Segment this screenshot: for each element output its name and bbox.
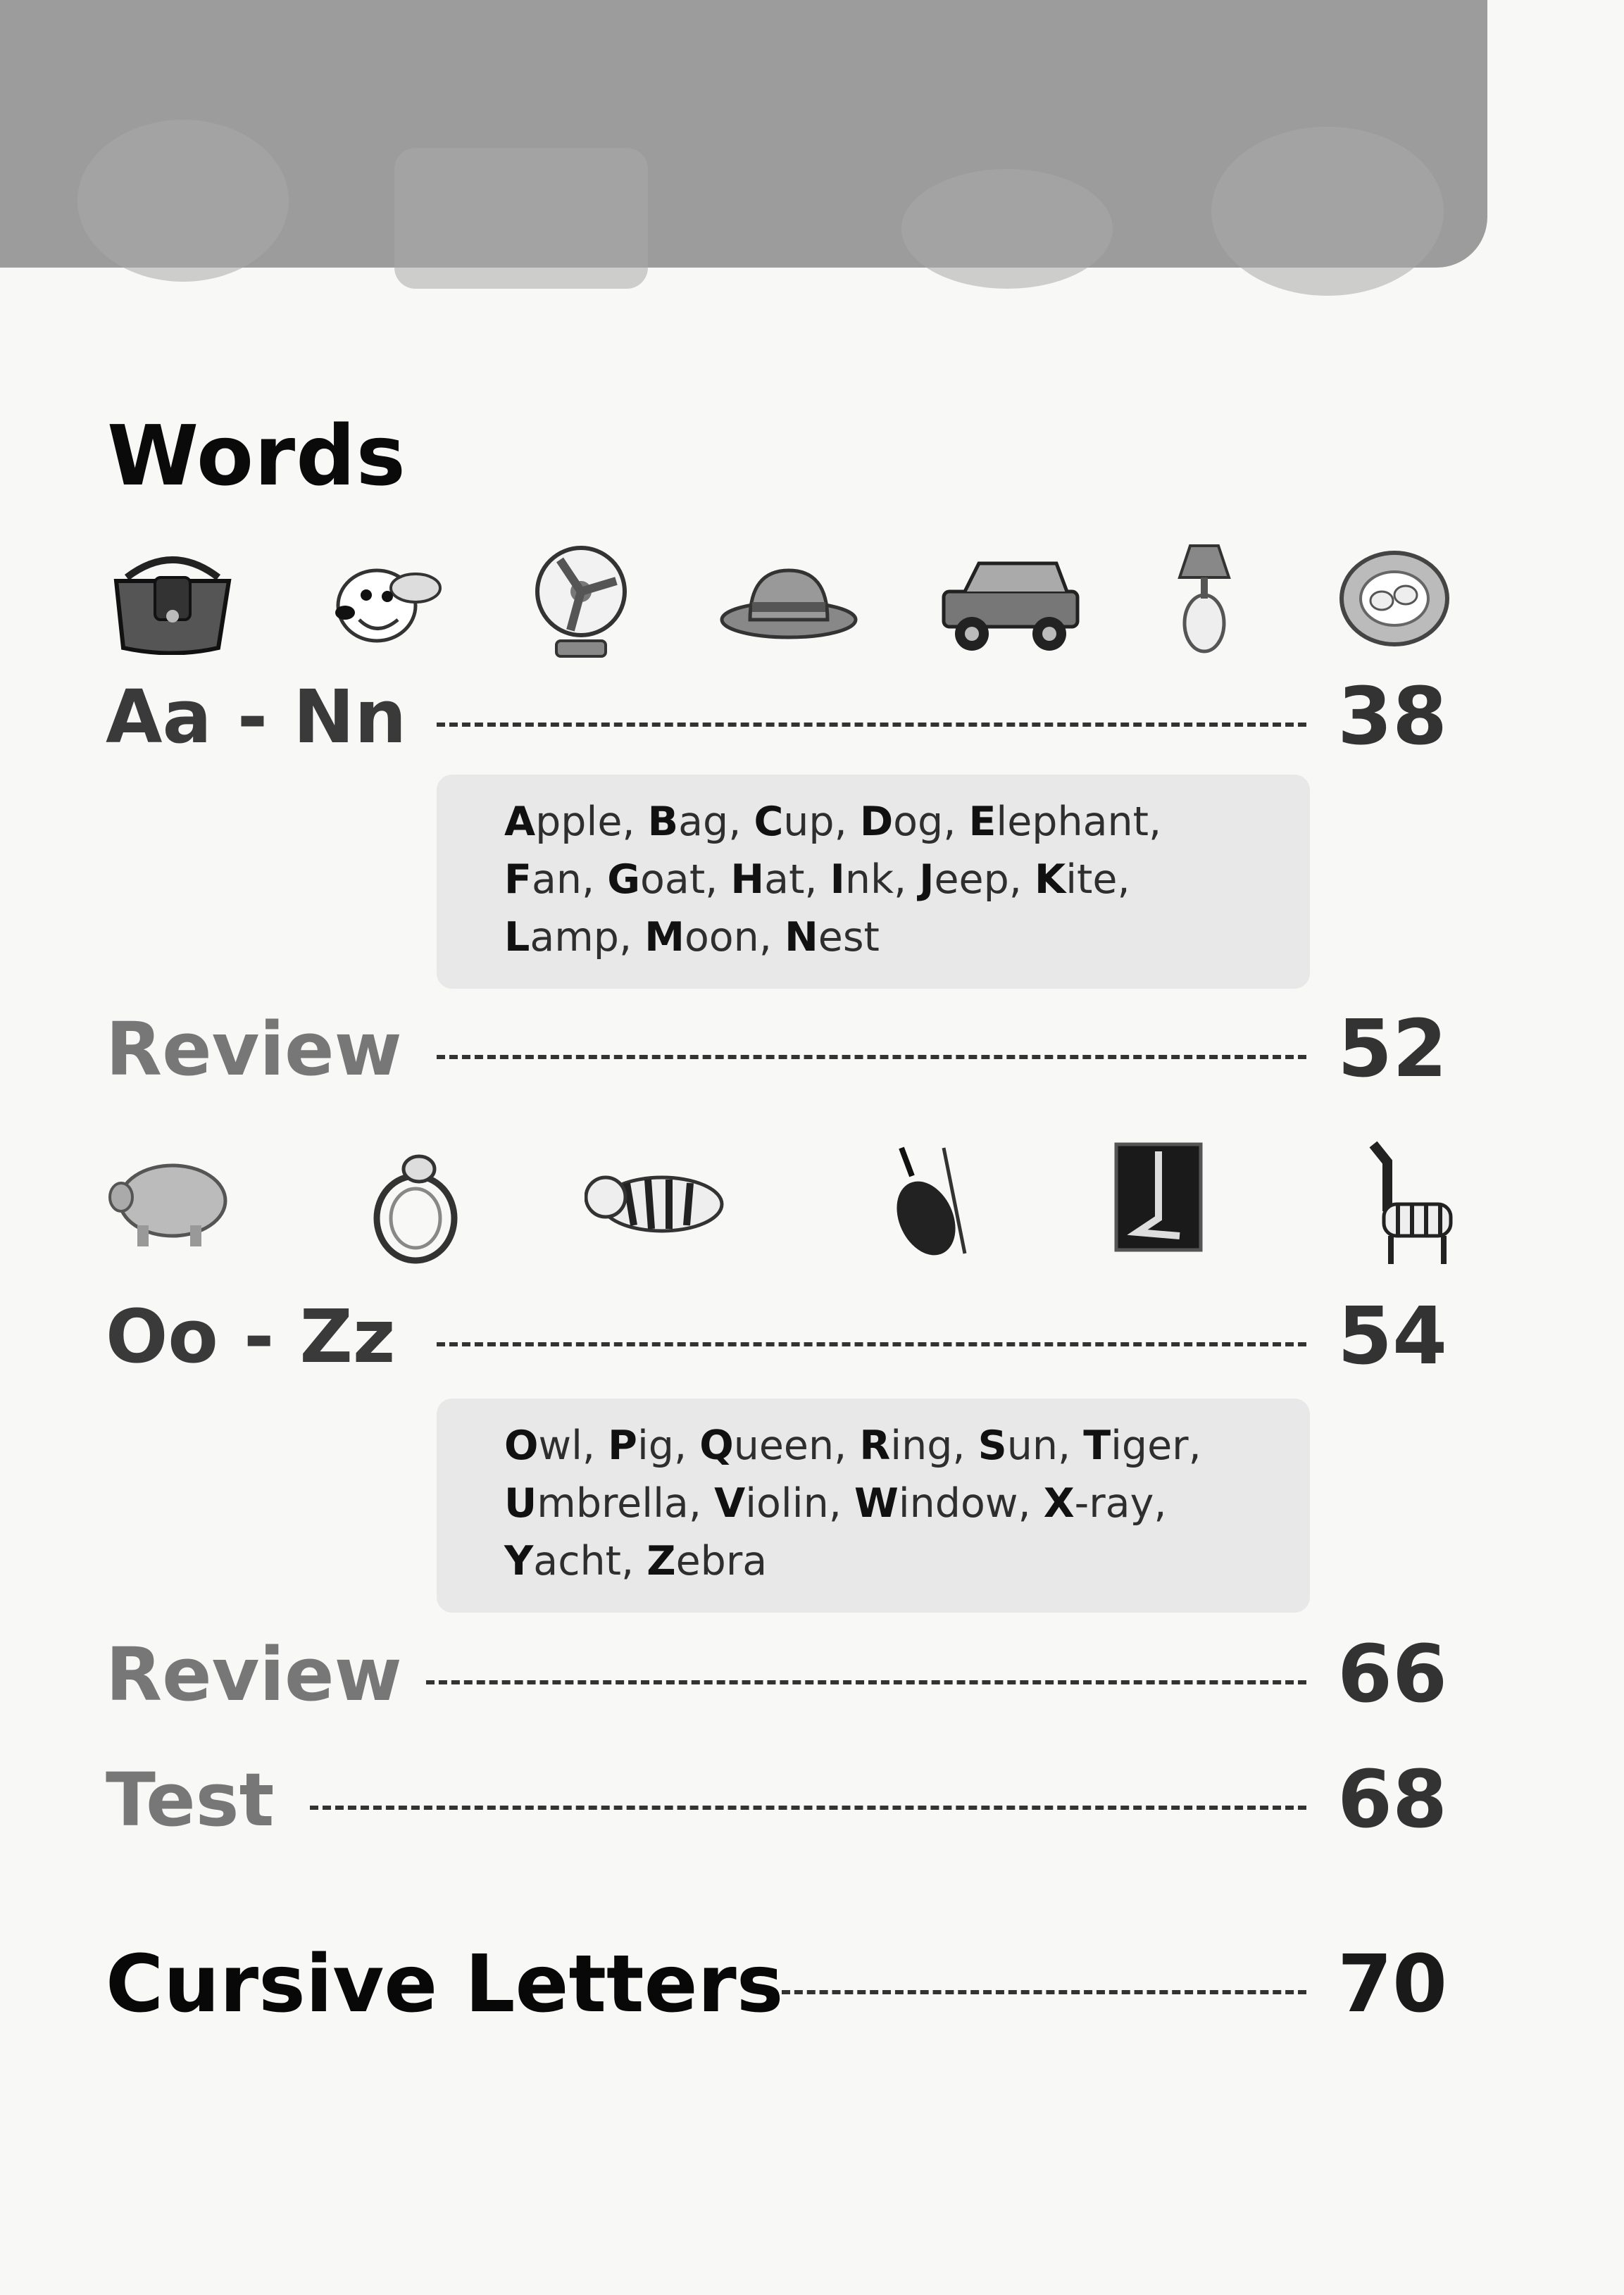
word-initial: V xyxy=(714,1480,746,1527)
header-band xyxy=(0,0,1487,268)
word-rest: indow, xyxy=(898,1480,1044,1527)
word-rest: ebra xyxy=(675,1538,768,1584)
leader-dots xyxy=(426,1680,1306,1684)
icon-row-oo-zz xyxy=(106,1134,1458,1275)
leader-dots xyxy=(437,1055,1306,1059)
word-rest: oat, xyxy=(640,856,731,903)
word-initial: D xyxy=(859,799,894,845)
ghost-illustration xyxy=(1211,127,1444,296)
word-rest: an, xyxy=(531,856,608,903)
toc-page-number: 52 xyxy=(1337,1003,1447,1095)
word-line xyxy=(504,1475,1282,1532)
lamp-icon xyxy=(1169,542,1239,662)
icon-row-aa-nn xyxy=(106,542,1458,683)
word-initial: O xyxy=(504,1422,539,1469)
dog-icon xyxy=(310,553,444,658)
word-rest: -ray, xyxy=(1074,1480,1167,1527)
word-rest: ag, xyxy=(678,799,754,845)
word-rest: wl, xyxy=(538,1422,608,1469)
leader-dots xyxy=(310,1806,1306,1810)
word-rest: acht, xyxy=(533,1538,647,1584)
hat-icon xyxy=(718,563,859,641)
word-initial: Y xyxy=(504,1538,534,1584)
word-rest: ite, xyxy=(1066,856,1130,903)
ring-icon xyxy=(366,1148,465,1268)
word-rest: nk, xyxy=(844,856,920,903)
toc-entry-test[interactable] xyxy=(106,1754,1447,1846)
word-initial: H xyxy=(730,856,765,903)
pig-icon xyxy=(106,1155,232,1253)
word-rest: iolin, xyxy=(745,1480,854,1527)
word-rest: est xyxy=(818,914,880,961)
leader-dots xyxy=(437,1342,1306,1346)
leader-dots xyxy=(437,723,1306,727)
toc-label: Review xyxy=(106,1632,402,1718)
toc-label: Test xyxy=(106,1757,275,1843)
word-line xyxy=(504,1532,1282,1590)
word-initial: K xyxy=(1035,856,1066,903)
word-line xyxy=(504,908,1282,966)
word-initial: N xyxy=(785,914,818,961)
word-initial: E xyxy=(968,799,997,845)
word-rest: ing, xyxy=(890,1422,978,1469)
word-initial: X xyxy=(1043,1480,1075,1527)
toc-entry-cursive-letters[interactable] xyxy=(106,1939,1447,2030)
words-heading: Words xyxy=(107,407,406,504)
nest-icon xyxy=(1338,546,1451,651)
word-list-oo-zz xyxy=(437,1399,1310,1613)
word-rest: ig, xyxy=(637,1422,700,1469)
word-initial: Z xyxy=(647,1538,676,1584)
tiger-icon xyxy=(585,1162,732,1246)
word-rest: amp, xyxy=(530,914,645,961)
bag-icon xyxy=(106,549,239,655)
toc-label: Aa - Nn xyxy=(106,674,407,760)
word-rest: og, xyxy=(893,799,969,845)
toc-entry-review-2[interactable] xyxy=(106,1629,1447,1720)
word-initial: M xyxy=(644,914,685,961)
word-initial: J xyxy=(919,856,935,903)
word-initial: U xyxy=(504,1480,537,1527)
word-rest: oon, xyxy=(684,914,785,961)
word-list-aa-nn xyxy=(437,775,1310,989)
word-rest: at, xyxy=(764,856,830,903)
word-rest: pple, xyxy=(535,799,648,845)
word-rest: iger, xyxy=(1111,1422,1201,1469)
toc-entry-oo-zz[interactable] xyxy=(106,1291,1447,1382)
leader-dots xyxy=(782,1990,1306,1994)
word-initial: S xyxy=(977,1422,1007,1469)
word-rest: ueen, xyxy=(733,1422,860,1469)
toc-entry-aa-nn[interactable] xyxy=(106,671,1447,763)
word-rest: un, xyxy=(1006,1422,1084,1469)
word-initial: Q xyxy=(699,1422,734,1469)
toc-page-number: 54 xyxy=(1337,1291,1447,1382)
word-line xyxy=(504,1417,1282,1475)
word-rest: up, xyxy=(783,799,860,845)
word-rest: mbrella, xyxy=(537,1480,715,1527)
word-initial: G xyxy=(607,856,641,903)
toc-label: Review xyxy=(106,1006,402,1092)
word-initial: F xyxy=(504,856,532,903)
word-rest: lephant, xyxy=(996,799,1162,845)
word-line xyxy=(504,793,1282,851)
x-ray-icon xyxy=(1113,1141,1204,1253)
ghost-illustration xyxy=(901,169,1113,289)
violin-icon xyxy=(873,1134,972,1268)
word-initial: P xyxy=(608,1422,637,1469)
word-initial: A xyxy=(504,799,536,845)
word-initial: C xyxy=(754,799,784,845)
jeep-icon xyxy=(937,556,1085,655)
word-initial: I xyxy=(830,856,845,903)
word-initial: R xyxy=(859,1422,891,1469)
word-initial: W xyxy=(854,1480,899,1527)
toc-page-number: 66 xyxy=(1337,1629,1447,1720)
fan-icon xyxy=(528,542,634,662)
word-initial: L xyxy=(504,914,530,961)
ghost-illustration xyxy=(394,148,648,289)
toc-label: Cursive Letters xyxy=(106,1939,784,2030)
toc-page-number: 68 xyxy=(1337,1754,1447,1846)
toc-page-number: 70 xyxy=(1337,1939,1447,2030)
word-line xyxy=(504,851,1282,908)
word-rest: eep, xyxy=(934,856,1035,903)
toc-entry-review-1[interactable] xyxy=(106,1003,1447,1095)
zebra-icon xyxy=(1345,1134,1458,1268)
ghost-illustration xyxy=(77,120,289,282)
toc-label: Oo - Zz xyxy=(106,1294,396,1380)
word-initial: T xyxy=(1083,1422,1111,1469)
toc-page-number: 38 xyxy=(1337,671,1447,763)
word-initial: B xyxy=(647,799,679,845)
